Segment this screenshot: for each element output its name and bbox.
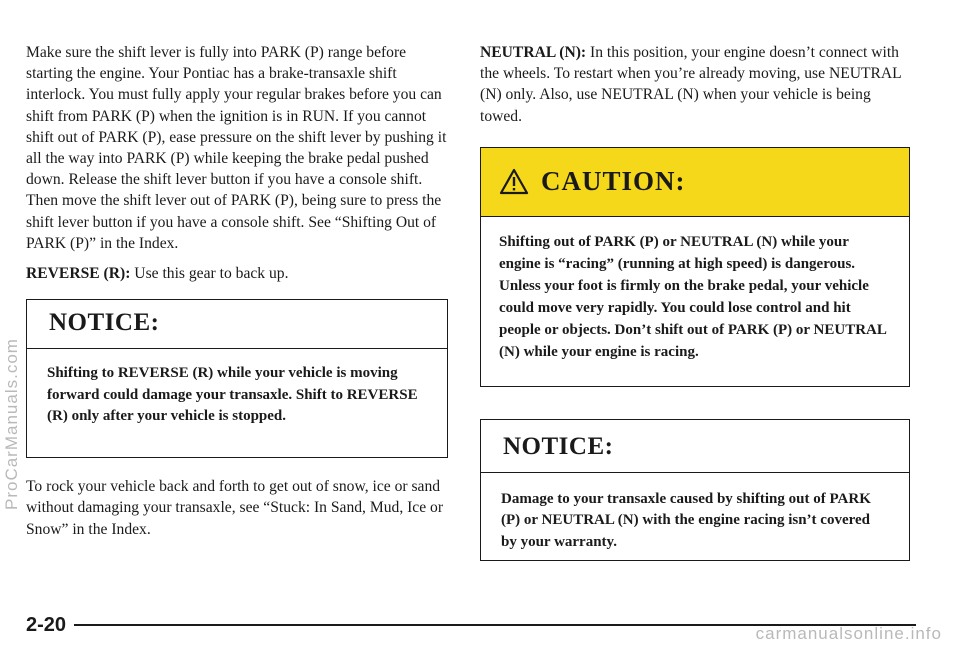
warning-triangle-icon (499, 168, 529, 195)
side-watermark: ProCarManuals.com (2, 338, 21, 510)
intro-paragraph: Make sure the shift lever is fully into PARK (P) range before starting the engine. Your Pontiac has a brake-transaxle shift interlock. You must fully apply your regular brakes before you can shift from PARK (P) when the ignition is in RUN. If you cannot shift out of PARK (P), ease pressure on the shift lever by pushing it all the way into PARK (P) while keeping the brake pedal pushed down. Release the shift lever button if you have a console shift. Then move the shift lever out of PARK (P), being sure to press the shift lever button if you have a console shift. See “Shifting Out of PARK (P)” in the Index. (26, 44, 447, 252)
notice-title: NOTICE: (27, 300, 447, 349)
rock-paragraph: To rock your vehicle back and forth to get out of snow, ice or sand without damaging your transaxle, see “Stuck: In Sand, Mud, Ice or Snow” in the Index. (26, 478, 444, 538)
left-column (26, 42, 448, 540)
page-number: 2-20 (26, 613, 67, 636)
bottom-watermark: carmanualsonline.info (755, 624, 942, 643)
caution-body: Shifting out of PARK (P) or NEUTRAL (N) while your engine is “racing” (running at high speed) is dangerous. Unless your foot is firmly on the brake pedal, your vehicle could move very rapidly. You could lose control and hit people or objects. Don’t shift out of PARK (P) or NEUTRAL (N) while your engine is racing. (499, 233, 887, 360)
notice-body: Damage to your transaxle caused by shifting out of PARK (P) or NEUTRAL (N) with the engine racing isn’t covered by your warranty. (501, 490, 871, 550)
reverse-paragraph (26, 263, 448, 284)
reverse-text: Use this gear to back up. (130, 265, 289, 283)
neutral-paragraph (480, 42, 910, 127)
caution-box (480, 147, 910, 387)
reverse-term: REVERSE (R): (26, 265, 131, 283)
neutral-text: In this position, your engine doesn’t connect with the wheels. To restart when you’re already moving, use NEUTRAL (N) only. Also, use NEUTRAL (N) when your vehicle is being towed. (480, 44, 902, 125)
neutral-term: NEUTRAL (N): (480, 44, 587, 61)
caution-header (481, 148, 909, 217)
reverse-notice-box (26, 299, 448, 458)
notice-body: Shifting to REVERSE (R) while your vehicle is moving forward could damage your transaxle. Shift to REVERSE (R) only after your vehicle is stopped. (47, 365, 418, 425)
right-column (480, 42, 910, 561)
notice-title: NOTICE: (481, 420, 909, 473)
caution-title: CAUTION: (541, 166, 686, 197)
warranty-notice-box (480, 419, 910, 561)
